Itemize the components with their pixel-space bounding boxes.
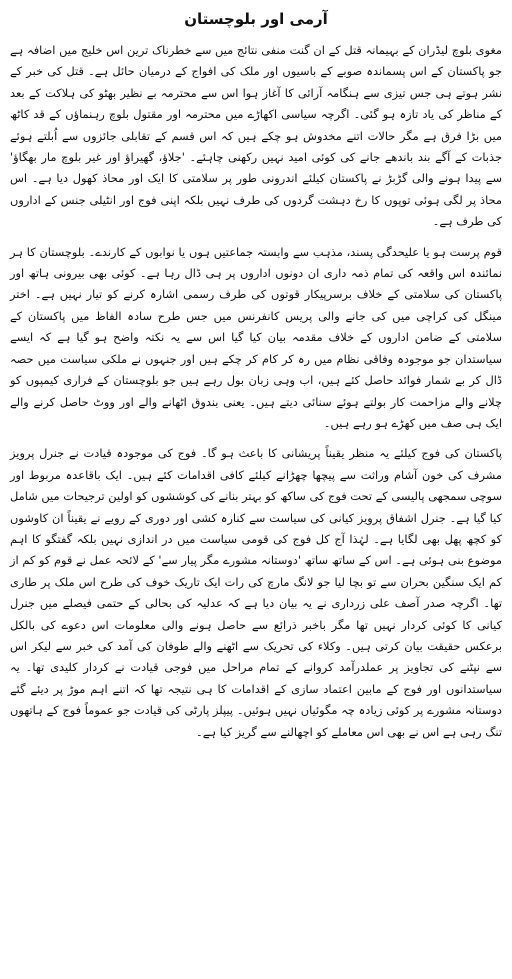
article-headline: آرمی اور بلوچستان xyxy=(184,10,328,28)
article-paragraph-1: مغوی بلوچ لیڈران کے بہیمانہ قتل کے ان گنت منفی نتائج میں سے خطرناک ترین اس خلیج میں اضافہ ہے جو پاکستان کے اس پسماندہ صوبے کے باسیوں اور ملک کی افواج کے درمیان حائل ہے۔ قتل کی خبر کے نشر ہوتے ہی جس تیزی سے ہنگامہ آرائی کا آغاز ہوا اس سے محترمہ بے نظیر بھٹو کی ہلاکت کے بعد کے مناظر کی یاد تازہ ہو گئی۔ اگرچہ سیاسی اکھاڑے میں محترمہ اور مقتول بلوچ رہنماؤں کے قد کاٹھ میں بڑا فرق ہے مگر حالات اتنے مخدوش ہو چکے ہیں کہ اس قسم کے تقابلی جائزوں سے اُبلتے ہوئے جذبات کے آگے بند باندھے جانے کی کوئی امید نہیں رکھنی چاہئے۔ 'جلاؤ، گھیراؤ اور غیر بلوچ مار بھگاؤ' سے پیدا ہونے والی گڑبڑ نے پاکستان کیلئے اندرونی طور پر سلامتی کا ایک اور محاذ کھول دیا ہے۔ اس محاذ پر لگی ہوئی توپوں کا رخ دہشت گردوں کی طرف نہیں بلکہ اپنی فوج اور انٹیلی جنس کے اداروں کی طرف ہے۔ xyxy=(10,43,502,229)
article-paragraph-3: پاکستان کی فوج کیلئے یہ منظر یقیناً پریشانی کا باعث ہو گا۔ فوج کی موجودہ قیادت نے جنرل پرویز مشرف کی خون آشام وراثت سے پیچھا چھڑانے کیلئے کافی اقدامات کئے ہیں۔ ایک باقاعدہ مربوط اور سوچی سمجھی پالیسی کے تحت فوج کی ساکھ کو بہتر بنانے کی کوششوں کو اولین ترجیحات میں شامل کیا گیا ہے۔ جنرل اشفاق پرویز کیانی کی سیاست سے کنارہ کشی اور دوری کے رویے نے یقیناً ان کاوشوں کو کچھ پھل بھی لگایا ہے۔ لہٰذا آج کل فوج کی قومی سیاست میں در اندازی نہیں بلکہ گفتگو کا اہم موضوع بنی ہوئی ہے۔ اس کے ساتھ ساتھ 'دوستانہ مشورے مگر پیار سے' کے لائحہ عمل نے قوم کو کم از کم ایک سنگین بحران سے تو بچا لیا جو لانگ مارچ کی رات ایک تاریک خوف کی طرح اس ملک پر طاری تھا۔ اگرچہ صدر آصف علی زرداری نے یہ بیان دیا ہے کہ عدلیہ کی بحالی کے حتمی فیصلے میں جنرل کیانی کا کوئی کردار نہیں تھا مگر باخبر ذرائع سے حاصل ہونے والی معلومات اس دعوے کی بالکل برعکس حقیقت بیان کرتی ہیں۔ وکلاء کی تحریک سے اٹھنے والے طوفان کی آمد کی خبر سے لیکر اس سے نپٹنے کی تجاویز پر عملدرآمد کروانے کے تمام مراحل میں فوجی قیادت نے کردار کلیدی تھا۔ یہ سیاستدانوں اور فوج کے مابین اعتماد سازی کے اقدامات کا ہی نتیجہ تھا کہ اتنے اہم موڑ پر دیئے گئے دوستانہ مشورے پر کوئی زیادہ چہ مگوئیاں نہیں ہوئیں۔ پیپلز پارٹی کی قیادت جو عموماً فوج کے ہاتھوں تنگ رہی ہے اس نے بھی اس معاملے کو اچھالنے سے گریز کیا ہے۔ xyxy=(10,446,502,739)
article-paragraph-2: قوم پرست ہو یا علیحدگی پسند، مذہب سے وابستہ جماعتیں ہوں یا نوابوں کے کارندے۔ بلوچستان کا ہر نمائندہ اس واقعہ کی تمام ذمہ داری ان دونوں اداروں پر ہی ڈال رہا ہے۔ کوئی بھی بیرونی ہاتھ اور پاکستان کی سلامتی کے خلاف برسرپیکار قوتوں کی طرف رسمی اشارہ کرنے کو تیار نہیں ہے۔ اختر مینگل کی کراچی میں کی جانے والی پریس کانفرنس میں جس طرح سادہ الفاظ میں پاکستان کے سلامتی کے ضامن اداروں کے خلاف مقدمہ بیان کیا گیا اس سے یہ نکتہ واضح ہو گیا ہے کہ ایسے سیاستدان جو موجودہ وفاقی نظام میں رہ کر کام کر چکے ہیں اور جنہوں نے ملکی سیاست میں حصہ ڈال کر بے شمار فوائد حاصل کئے ہیں، اب وہی زبان بول رہے ہیں جو بلوچستان کے فراری کیمپوں کو چلانے والے مزاحمت کار بولتے ہوئے سنائی دیتے ہیں۔ یعنی بندوق اٹھانے والے اور ووٹ حاصل کرنے والے ایک ہی صف میں کھڑے ہو رہے ہیں۔ xyxy=(10,244,502,430)
